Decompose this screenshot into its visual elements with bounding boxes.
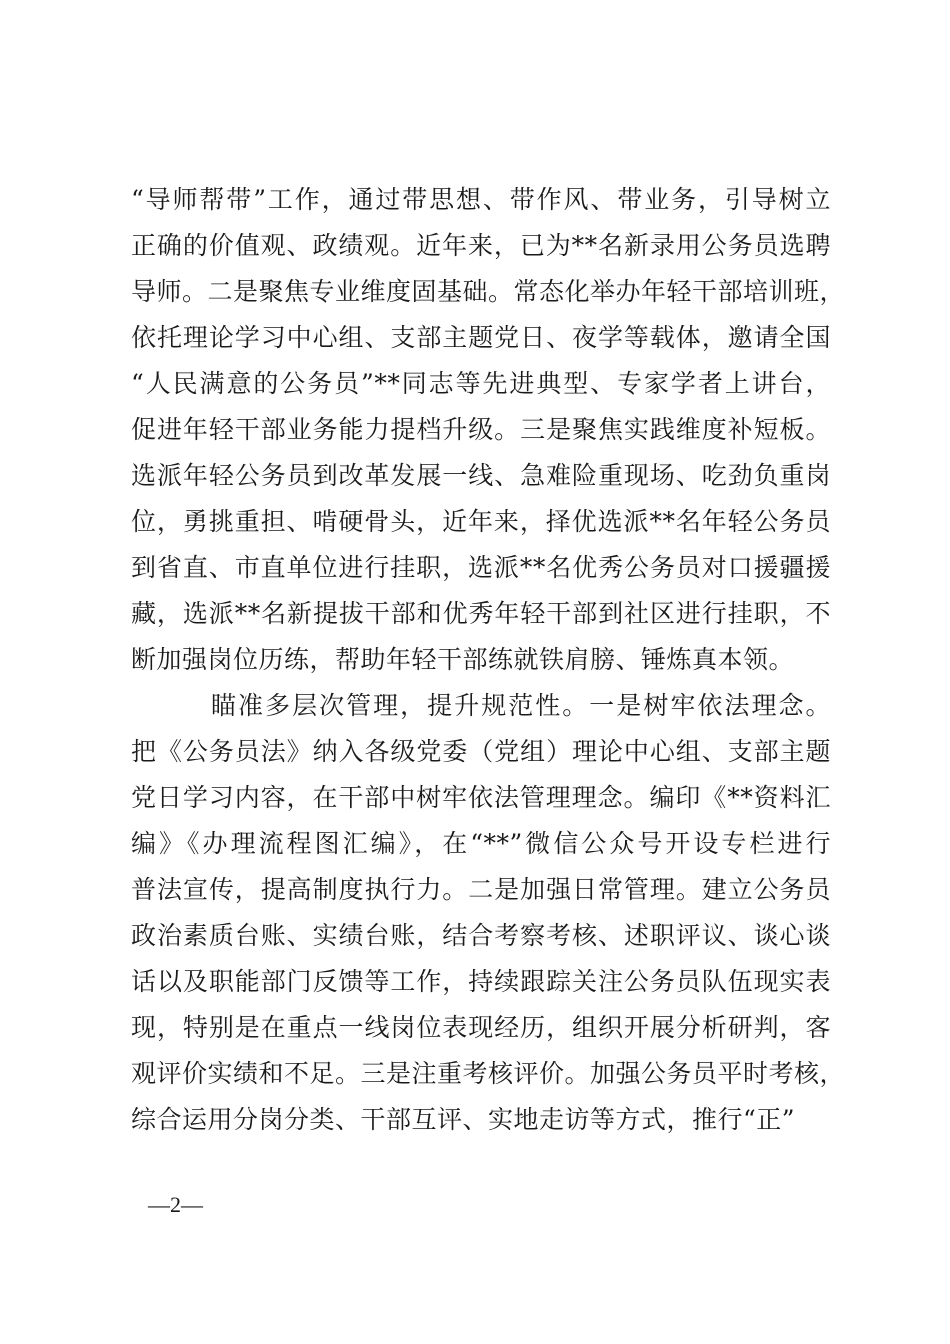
text-line: 位，勇挑重担、啃硬骨头，近年来，择优选派**名年轻公务员 bbox=[131, 507, 831, 536]
text-line: 话以及职能部门反馈等工作，持续跟踪关注公务员队伍现实表 bbox=[131, 967, 831, 996]
text-line: “导师帮带”工作，通过带思想、带作风、带业务，引导树立 bbox=[131, 185, 831, 214]
text-line: 观评价实绩和不足。三是注重考核评价。加强公务员平时考核， bbox=[131, 1059, 846, 1088]
text-line: 把《公务员法》纳入各级党委（党组）理论中心组、支部主题 bbox=[131, 737, 831, 766]
paragraph-1 bbox=[131, 177, 846, 683]
text-line: 导师。二是聚焦专业维度固基础。常态化举办年轻干部培训班， bbox=[131, 277, 846, 306]
page-number: —2— bbox=[148, 1192, 203, 1217]
text-line: 选派年轻公务员到改革发展一线、急难险重现场、吃劲负重岗 bbox=[131, 461, 831, 490]
text-line: 政治素质台账、实绩台账，结合考察考核、述职评议、谈心谈 bbox=[131, 921, 831, 950]
text-line: 综合运用分岗分类、干部互评、实地走访等方式，推行“正” bbox=[131, 1105, 796, 1134]
text-line: 现，特别是在重点一线岗位表现经历，组织开展分析研判，客 bbox=[131, 1013, 831, 1042]
text-line: “人民满意的公务员”**同志等先进典型、专家学者上讲台， bbox=[131, 369, 831, 398]
text-line: 藏，选派**名新提拔干部和优秀年轻干部到社区进行挂职，不 bbox=[131, 599, 831, 628]
text-line: 普法宣传，提高制度执行力。二是加强日常管理。建立公务员 bbox=[131, 875, 831, 904]
document-body bbox=[131, 177, 846, 1143]
text-line: 编》《办理流程图汇编》，在“**”微信公众号开设专栏进行 bbox=[131, 829, 831, 858]
text-line: 到省直、市直单位进行挂职，选派**名优秀公务员对口援疆援 bbox=[131, 553, 831, 582]
paragraph-heading-line: 瞄准多层次管理，提升规范性。一是树牢依法理念。 bbox=[211, 691, 831, 720]
text-line: 促进年轻干部业务能力提档升级。三是聚焦实践维度补短板。 bbox=[131, 415, 831, 444]
text-line: 断加强岗位历练，帮助年轻干部练就铁肩膀、锤炼真本领。 bbox=[131, 645, 795, 674]
paragraph-2 bbox=[131, 683, 846, 1143]
text-line: 正确的价值观、政绩观。近年来，已为**名新录用公务员选聘 bbox=[131, 231, 831, 260]
text-line: 党日学习内容，在干部中树牢依法管理理念。编印《**资料汇 bbox=[131, 783, 831, 812]
text-line: 依托理论学习中心组、支部主题党日、夜学等载体，邀请全国 bbox=[131, 323, 831, 352]
